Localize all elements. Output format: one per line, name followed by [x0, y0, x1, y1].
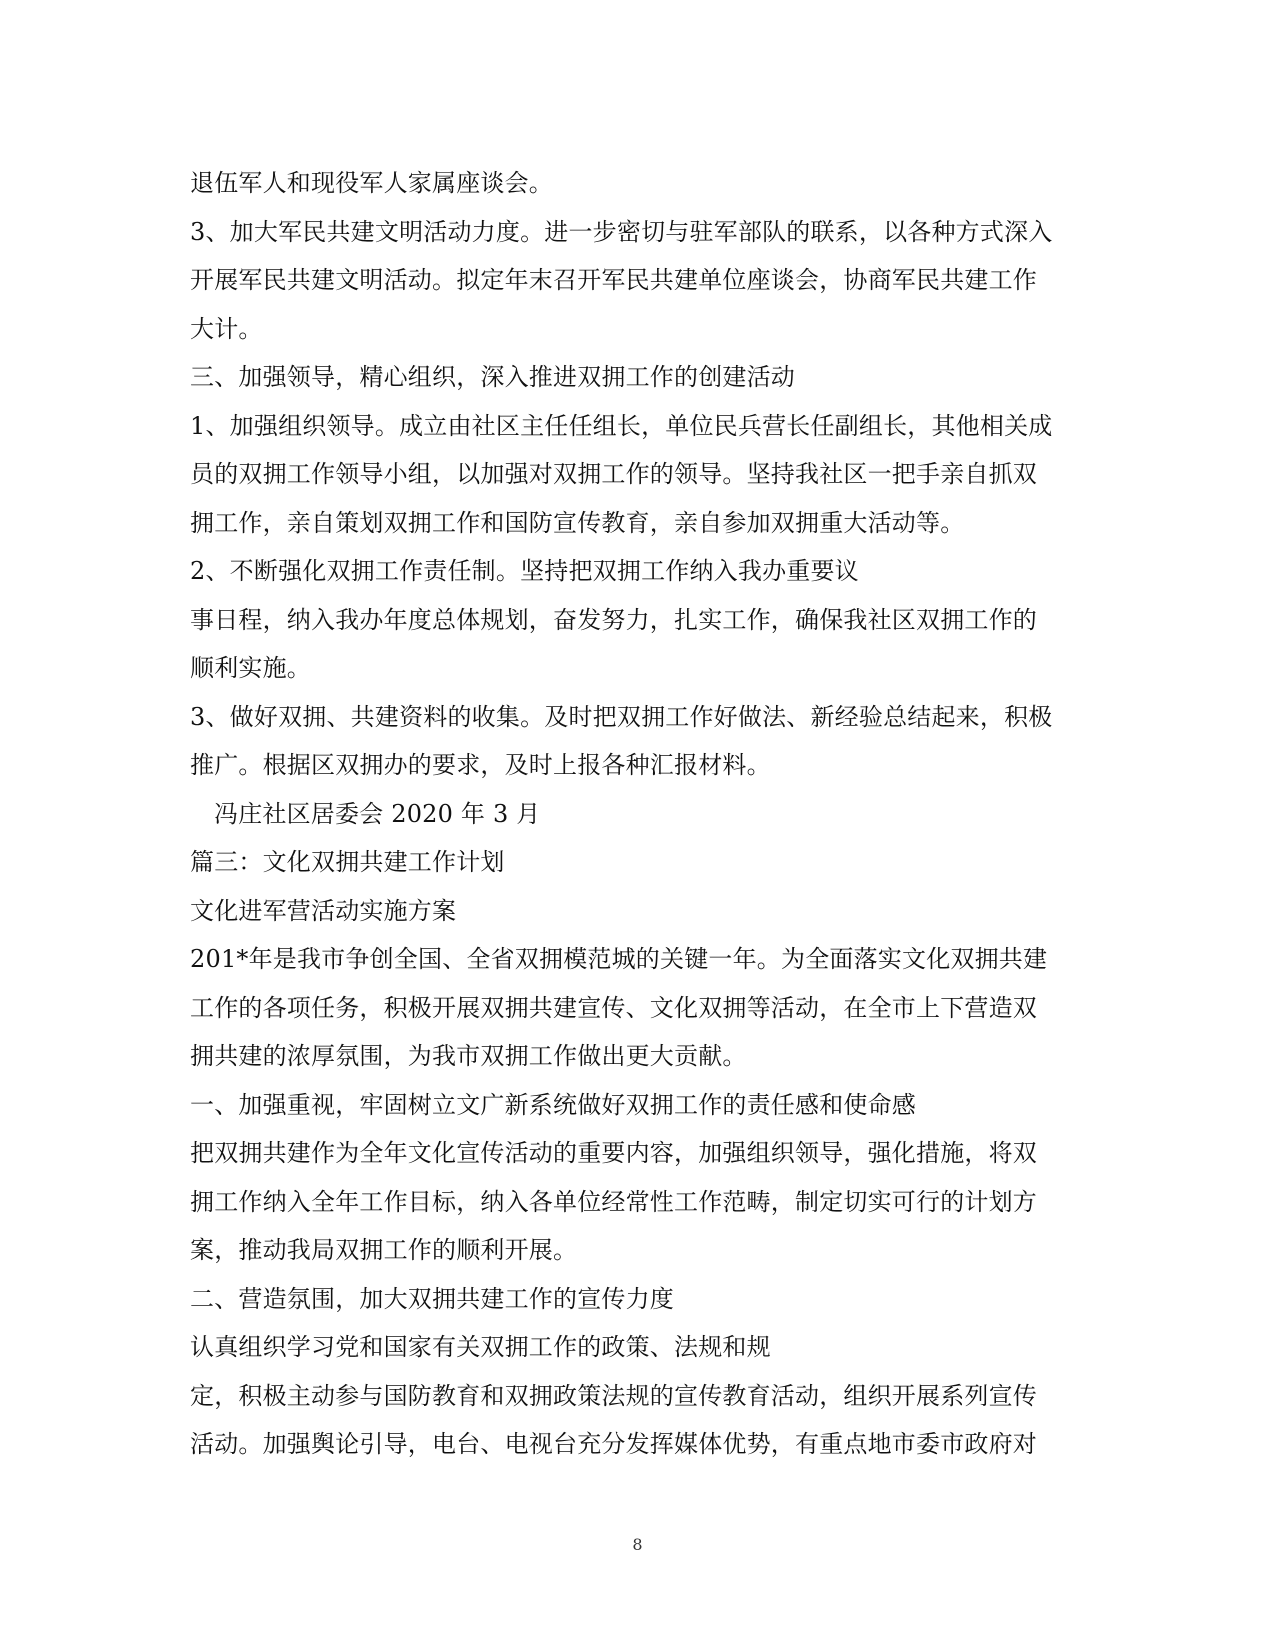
text-line: 大计。	[190, 314, 263, 343]
text-line: 定，积极主动参与国防教育和双拥政策法规的宣传教育活动，组织开展系列宣传	[190, 1381, 1037, 1410]
section-heading: 三、加强领导，精心组织，深入推进双拥工作的创建活动	[190, 363, 795, 391]
text-line: 工作的各项任务，积极开展双拥共建宣传、文化双拥等活动，在全市上下营造双	[190, 993, 1037, 1022]
text-line: 3、加大军民共建文明活动力度。进一步密切与驻军部队的联系，以各种方式深入	[190, 217, 1053, 246]
section-heading: 二、营造氛围，加大双拥共建工作的宣传力度	[190, 1284, 674, 1313]
text-line: 拥工作纳入全年工作目标，纳入各单位经常性工作范畴，制定切实可行的计划方	[190, 1187, 1037, 1216]
text-line: 拥共建的浓厚氛围，为我市双拥工作做出更大贡献。	[190, 1042, 747, 1070]
text-line: 1、加强组织领导。成立由社区主任任组长，单位民兵营长任副组长，其他相关成	[190, 411, 1053, 440]
text-line: 201*年是我市争创全国、全省双拥模范城的关键一年。为全面落实文化双拥共建	[190, 945, 1048, 973]
text-line: 退伍军人和现役军人家属座谈会。	[190, 169, 553, 197]
text-line: 事日程，纳入我办年度总体规划，奋发努力，扎实工作，确保我社区双拥工作的	[190, 605, 1037, 634]
page-number: 8	[632, 1535, 643, 1554]
text-line: 拥工作，亲自策划双拥工作和国防宣传教育，亲自参加双拥重大活动等。	[190, 508, 965, 537]
text-line: 2、不断强化双拥工作责任制。坚持把双拥工作纳入我办重要议	[190, 557, 859, 585]
signature-line: 冯庄社区居委会 2020 年 3 月	[214, 799, 541, 828]
text-line: 顺利实施。	[190, 654, 311, 682]
chapter-heading: 篇三：文化双拥共建工作计划	[190, 848, 505, 876]
text-line: 推广。根据区双拥办的要求，及时上报各种汇报材料。	[190, 751, 771, 779]
text-line: 开展军民共建文明活动。拟定年末召开军民共建单位座谈会，协商军民共建工作	[190, 266, 1037, 294]
text-line: 员的双拥工作领导小组，以加强对双拥工作的领导。坚持我社区一把手亲自抓双	[190, 460, 1037, 488]
text-line: 3、做好双拥、共建资料的收集。及时把双拥工作好做法、新经验总结起来，积极	[190, 702, 1053, 731]
document-title: 文化进军营活动实施方案	[190, 896, 457, 925]
text-line: 认真组织学习党和国家有关双拥工作的政策、法规和规	[190, 1333, 771, 1361]
text-line: 把双拥共建作为全年文化宣传活动的重要内容，加强组织领导，强化措施，将双	[190, 1139, 1037, 1167]
document-body	[190, 159, 1090, 1469]
text-line: 活动。加强舆论引导，电台、电视台充分发挥媒体优势，有重点地市委市政府对	[190, 1430, 1037, 1458]
text-line: 案，推动我局双拥工作的顺利开展。	[190, 1236, 578, 1264]
section-heading: 一、加强重视，牢固树立文广新系统做好双拥工作的责任感和使命感	[190, 1090, 916, 1119]
